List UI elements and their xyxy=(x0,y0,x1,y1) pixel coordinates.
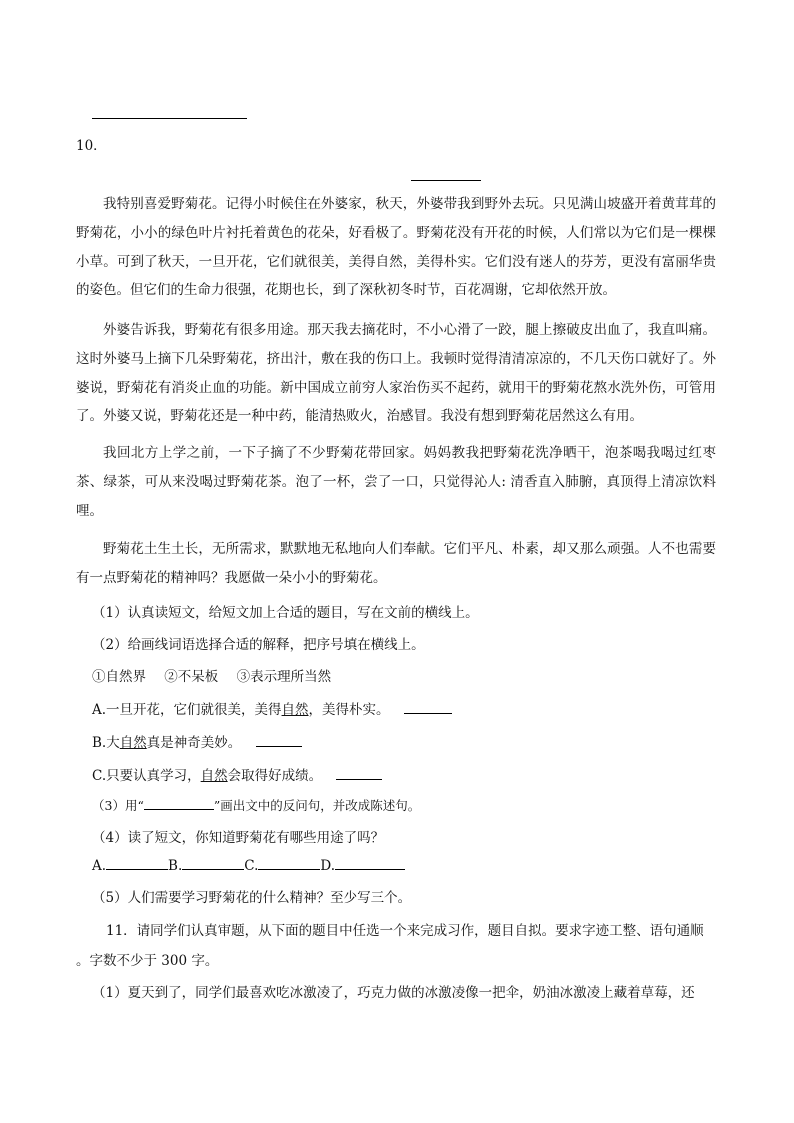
sub-question-3-text-end: ”画出文中的反问句，并改成陈述句。 xyxy=(213,798,421,813)
use-answer-blank-a[interactable] xyxy=(106,857,168,870)
blank-label-c: C. xyxy=(244,858,259,874)
option-3: ③表示理所当然 xyxy=(236,669,332,685)
item-b-underlined-word: 自然 xyxy=(119,735,147,751)
question-11-line-2: 。字数不少于 300 字。 xyxy=(76,953,219,969)
sub-question-1: （1）认真读短文，给短文加上合适的题目，写在文前的横线上。 xyxy=(92,605,479,621)
blank-label-a: A. xyxy=(92,858,107,874)
item-a-text: A.一旦开花，它们就很美，美得 xyxy=(92,702,282,718)
sub-question-3-text: （3）用“ xyxy=(92,798,144,813)
item-b-text-end: 真是神奇美妙。 xyxy=(146,735,242,751)
item-c-answer-blank[interactable] xyxy=(336,767,382,780)
item-c-text-end: 会取得好成绩。 xyxy=(227,768,323,784)
blank-label-d: D. xyxy=(320,858,336,874)
use-answer-blank-b[interactable] xyxy=(182,857,244,870)
previous-answer-line xyxy=(92,118,247,119)
option-2: ②不呆板 xyxy=(164,669,219,685)
title-answer-line xyxy=(411,180,481,181)
item-c-text: C.只要认真学习， xyxy=(92,768,201,784)
option-1: ①自然界 xyxy=(92,669,146,685)
item-a-underlined-word: 自然 xyxy=(281,702,309,718)
sub-question-3-line-sample xyxy=(144,797,214,810)
sub-question-4: （4）读了短文，你知道野菊花有哪些用途了吗？ xyxy=(92,830,385,846)
sub-question-3 xyxy=(92,796,420,814)
question-11-line-1: 11．请同学们认真审题，从下面的题目中任选一个来完成习作，题目自拟。要求字迹工整、语句通顺 xyxy=(106,923,704,939)
item-b-answer-blank[interactable] xyxy=(256,734,302,747)
question-number: 10． xyxy=(76,138,107,154)
uses-blank-row xyxy=(92,857,405,874)
item-a-answer-blank[interactable] xyxy=(404,701,452,714)
use-answer-blank-d[interactable] xyxy=(335,857,405,870)
item-c-underlined-word: 自然 xyxy=(200,768,228,784)
blank-label-b: B. xyxy=(168,858,183,874)
passage-paragraph-1: 我特别喜爱野菊花。记得小时候住在外婆家，秋天，外婆带我到野外去玩。只见满山坡盛开着黄茸茸的野菊花，小小的绿色叶片衬托着黄色的花朵，好看极了。野菊花没有开花的时候，人们常以为它们是一棵棵小草。可到了秋天，一旦开花，它们就很美，美得自然，美得朴实。它们没有迷人的芬芳，更没有富丽华贵的姿色。但它们的生命力很强，花期也长，到了深秋初冬时节，百花凋谢，它却依然开放。 xyxy=(76,196,716,299)
item-b-text: B.大 xyxy=(92,735,120,751)
item-a xyxy=(92,698,452,718)
passage-paragraph-3: 我回北方上学之前，一下子摘了不少野菊花带回家。妈妈教我把野菊花洗净晒干，泡茶喝我喝过红枣茶、绿茶，可从来没喝过野菊花茶。泡了一杯，尝了一口，只觉得沁人: 清香直入肺腑，真顶得上清凉饮料哩。 xyxy=(76,445,716,519)
passage-paragraph-2: 外婆告诉我，野菊花有很多用途。那天我去摘花时，不小心滑了一跤，腿上擦破皮出血了，我直叫痛。这时外婆马上摘下几朵野菊花，挤出汁，敷在我的伤口上。我顿时觉得清清凉凉的，不几天伤口就好了。外婆说，野菊花有消炎止血的功能。新中国成立前穷人家治伤买不起药，就用干的野菊花熬水洗外伤，可管用了。外婆又说，野菊花还是一种中药，能清热败火，治感冒。我没有想到野菊花居然这么有用。 xyxy=(76,322,716,425)
sub-question-5: （5）人们需要学习野菊花的什么精神？至少写三个。 xyxy=(92,890,412,906)
item-b xyxy=(92,731,302,751)
use-answer-blank-c[interactable] xyxy=(258,857,320,870)
item-c xyxy=(92,764,382,784)
sub-question-2: （2）给画线词语选择合适的解释，把序号填在横线上。 xyxy=(92,637,425,653)
question-11-prompt-1: （1）夏天到了，同学们最喜欢吃冰激凌了，巧克力做的冰激凌像一把伞，奶油冰激凌上藏着草莓，还 xyxy=(92,985,695,1001)
passage-paragraph-4: 野菊花土生土长，无所需求，默默地无私地向人们奉献。它们平凡、朴素，却又那么顽强。人不也需要有一点野菊花的精神吗？我愿做一朵小小的野菊花。 xyxy=(76,541,716,586)
options-row xyxy=(92,665,331,685)
item-a-text-end: ，美得朴实。 xyxy=(308,702,390,718)
